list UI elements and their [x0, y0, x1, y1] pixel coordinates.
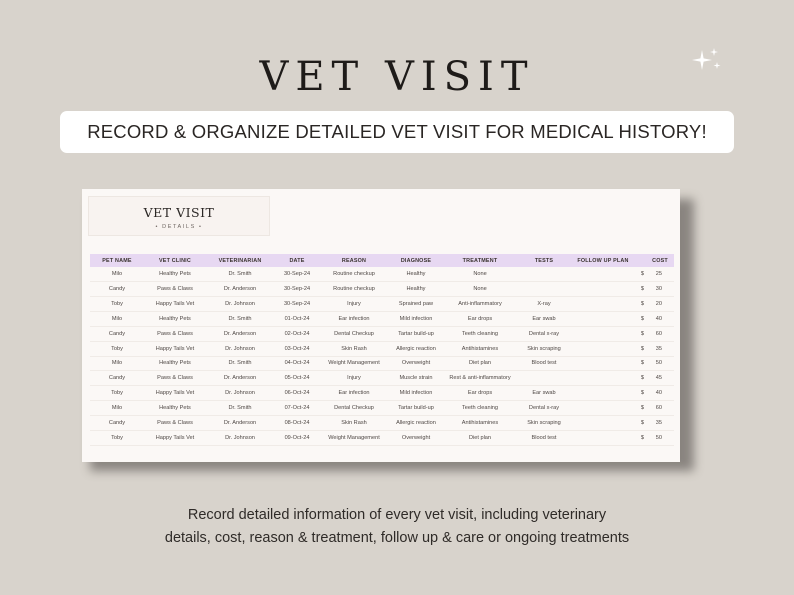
table-cell: Diet plan — [444, 356, 516, 371]
column-header: VET CLINIC — [144, 254, 206, 267]
table-cell: Happy Tails Vet — [144, 430, 206, 445]
column-header: FOLLOW UP PLAN — [572, 254, 634, 267]
caption — [0, 504, 794, 550]
table-row — [90, 341, 674, 356]
table-cell: 04-Oct-24 — [274, 356, 320, 371]
table-cell: Candy — [90, 326, 144, 341]
table-cell: Happy Tails Vet — [144, 297, 206, 312]
column-header: DATE — [274, 254, 320, 267]
table-cell: 06-Oct-24 — [274, 386, 320, 401]
table-cell: Weight Management — [320, 356, 388, 371]
table-cell: 01-Oct-24 — [274, 312, 320, 327]
page-headline: VET VISIT — [259, 54, 535, 100]
table-cell: Overweight — [388, 430, 444, 445]
table-cell: 30-Sep-24 — [274, 297, 320, 312]
table-cell: Injury — [320, 371, 388, 386]
table-cell — [572, 415, 634, 430]
table-cell — [572, 341, 634, 356]
table-cell: None — [444, 267, 516, 282]
table-cell: Blood test — [516, 430, 572, 445]
table-cell: 45 — [646, 371, 674, 386]
table-cell: $ — [634, 341, 646, 356]
table-row — [90, 312, 674, 327]
table-cell: Dental x-ray — [516, 326, 572, 341]
sheet-title-box — [88, 196, 270, 236]
feature-banner — [60, 111, 734, 153]
table-cell — [572, 401, 634, 416]
table-cell: Toby — [90, 430, 144, 445]
table-cell: Antihistamines — [444, 341, 516, 356]
table-cell: Dental Checkup — [320, 401, 388, 416]
table-cell: 30 — [646, 282, 674, 297]
table-cell: Paws & Claws — [144, 415, 206, 430]
table-cell: Anti-inflammatory — [444, 297, 516, 312]
table-cell: Ear drops — [444, 312, 516, 327]
table-cell: Dr. Johnson — [206, 430, 274, 445]
column-header: TESTS — [516, 254, 572, 267]
table-row — [90, 297, 674, 312]
table-cell: Candy — [90, 371, 144, 386]
table-cell: None — [444, 282, 516, 297]
table-cell: Allergic reaction — [388, 415, 444, 430]
table-cell: Blood test — [516, 356, 572, 371]
table-cell: 50 — [646, 430, 674, 445]
table-cell: 35 — [646, 341, 674, 356]
table-cell: Overweight — [388, 356, 444, 371]
sheet-subtitle: • DETAILS • — [155, 224, 203, 230]
table-cell: 30-Sep-24 — [274, 267, 320, 282]
table-cell — [516, 267, 572, 282]
table-row — [90, 326, 674, 341]
table-cell: Toby — [90, 341, 144, 356]
table-row — [90, 430, 674, 445]
table-cell: Milo — [90, 401, 144, 416]
column-header: COST — [646, 254, 674, 267]
table-cell — [572, 312, 634, 327]
table-cell — [572, 267, 634, 282]
table-cell: Happy Tails Vet — [144, 386, 206, 401]
table-cell: Weight Management — [320, 430, 388, 445]
table-body — [90, 267, 674, 445]
table-cell: Dr. Anderson — [206, 415, 274, 430]
table-cell: Paws & Claws — [144, 282, 206, 297]
table-cell — [572, 326, 634, 341]
table-cell: Toby — [90, 386, 144, 401]
spreadsheet-preview — [82, 189, 680, 462]
table-cell: Toby — [90, 297, 144, 312]
table-cell: 40 — [646, 386, 674, 401]
table-cell: Antihistamines — [444, 415, 516, 430]
table-cell: Tartar build-up — [388, 401, 444, 416]
table-cell: Healthy — [388, 282, 444, 297]
table-cell: Milo — [90, 312, 144, 327]
table-cell: $ — [634, 326, 646, 341]
table-cell: 08-Oct-24 — [274, 415, 320, 430]
table-cell: $ — [634, 297, 646, 312]
table-cell: Skin scraping — [516, 415, 572, 430]
table-cell — [572, 386, 634, 401]
column-header: REASON — [320, 254, 388, 267]
table-cell: Injury — [320, 297, 388, 312]
table-cell: 40 — [646, 312, 674, 327]
table-cell: Skin scraping — [516, 341, 572, 356]
table-cell: Dr. Johnson — [206, 386, 274, 401]
table-cell: $ — [634, 401, 646, 416]
table-cell: $ — [634, 312, 646, 327]
column-header — [634, 254, 646, 267]
table-cell: Routine checkup — [320, 282, 388, 297]
table-cell: Healthy — [388, 267, 444, 282]
column-header: PET NAME — [90, 254, 144, 267]
table-cell: $ — [634, 356, 646, 371]
table-cell: Healthy Pets — [144, 401, 206, 416]
table-cell: Skin Rash — [320, 341, 388, 356]
table-cell: $ — [634, 386, 646, 401]
table-row — [90, 415, 674, 430]
table-cell: Rest & anti-inflammatory — [444, 371, 516, 386]
table-cell: Routine checkup — [320, 267, 388, 282]
table-cell: 25 — [646, 267, 674, 282]
table-cell: Ear infection — [320, 386, 388, 401]
column-header: VETERINARIAN — [206, 254, 274, 267]
sheet-title: VET VISIT — [143, 205, 215, 220]
table-cell: Dr. Johnson — [206, 341, 274, 356]
table-cell: Paws & Claws — [144, 371, 206, 386]
table-cell: Muscle strain — [388, 371, 444, 386]
table-cell: Healthy Pets — [144, 267, 206, 282]
table-cell: Diet plan — [444, 430, 516, 445]
table-row — [90, 282, 674, 297]
table-cell: 07-Oct-24 — [274, 401, 320, 416]
table-cell: Happy Tails Vet — [144, 341, 206, 356]
banner-text: RECORD & ORGANIZE DETAILED VET VISIT FOR MEDICAL HISTORY! — [87, 121, 707, 142]
table-cell: Paws & Claws — [144, 326, 206, 341]
table-cell: Ear swab — [516, 312, 572, 327]
table-cell: Ear drops — [444, 386, 516, 401]
table-row — [90, 267, 674, 282]
table-cell: Ear infection — [320, 312, 388, 327]
sparkle-icon — [690, 46, 726, 76]
table-cell: Dr. Johnson — [206, 297, 274, 312]
table-cell — [572, 282, 634, 297]
table-cell: $ — [634, 371, 646, 386]
table-cell: Dr. Smith — [206, 312, 274, 327]
table-cell: X-ray — [516, 297, 572, 312]
table-cell: Tartar build-up — [388, 326, 444, 341]
table-cell: Dr. Anderson — [206, 282, 274, 297]
table-cell: Teeth cleaning — [444, 326, 516, 341]
table-cell — [572, 371, 634, 386]
table-cell: Dr. Anderson — [206, 326, 274, 341]
table-cell: 30-Sep-24 — [274, 282, 320, 297]
table-cell: 02-Oct-24 — [274, 326, 320, 341]
table-cell: Allergic reaction — [388, 341, 444, 356]
column-header: DIAGNOSE — [388, 254, 444, 267]
table-row — [90, 386, 674, 401]
table-cell: 60 — [646, 326, 674, 341]
table-cell: Dr. Smith — [206, 356, 274, 371]
table-cell: Candy — [90, 282, 144, 297]
table-cell: Mild infection — [388, 386, 444, 401]
table-cell: Ear swab — [516, 386, 572, 401]
table-row — [90, 371, 674, 386]
table-cell: 20 — [646, 297, 674, 312]
column-header: TREATMENT — [444, 254, 516, 267]
table-cell: 60 — [646, 401, 674, 416]
vet-visit-table — [90, 254, 674, 446]
table-cell: Milo — [90, 356, 144, 371]
table-cell — [516, 282, 572, 297]
table-cell: Mild infection — [388, 312, 444, 327]
table-cell: Dr. Smith — [206, 401, 274, 416]
table-cell: Dr. Anderson — [206, 371, 274, 386]
table-cell: Dental x-ray — [516, 401, 572, 416]
table-cell: $ — [634, 415, 646, 430]
table-cell — [516, 371, 572, 386]
table-cell: Teeth cleaning — [444, 401, 516, 416]
table-cell — [572, 356, 634, 371]
table-row — [90, 401, 674, 416]
table-cell: $ — [634, 430, 646, 445]
table-header-row — [90, 254, 674, 267]
table-cell: Dental Checkup — [320, 326, 388, 341]
table-cell: $ — [634, 282, 646, 297]
table-cell: 35 — [646, 415, 674, 430]
table-cell: Healthy Pets — [144, 312, 206, 327]
table-cell: 03-Oct-24 — [274, 341, 320, 356]
table-cell: Milo — [90, 267, 144, 282]
caption-line: details, cost, reason & treatment, follow up & care or ongoing treatments — [164, 530, 630, 546]
table-cell: Sprained paw — [388, 297, 444, 312]
table-cell: 50 — [646, 356, 674, 371]
table-cell: Dr. Smith — [206, 267, 274, 282]
caption-line: Record detailed information of every vet visit, including veterinary — [187, 507, 607, 523]
table-row — [90, 356, 674, 371]
table-cell — [572, 430, 634, 445]
table-cell: Candy — [90, 415, 144, 430]
table-cell: Skin Rash — [320, 415, 388, 430]
table-cell: 05-Oct-24 — [274, 371, 320, 386]
table-cell: Healthy Pets — [144, 356, 206, 371]
table-cell: $ — [634, 267, 646, 282]
table-cell: 09-Oct-24 — [274, 430, 320, 445]
table-cell — [572, 297, 634, 312]
